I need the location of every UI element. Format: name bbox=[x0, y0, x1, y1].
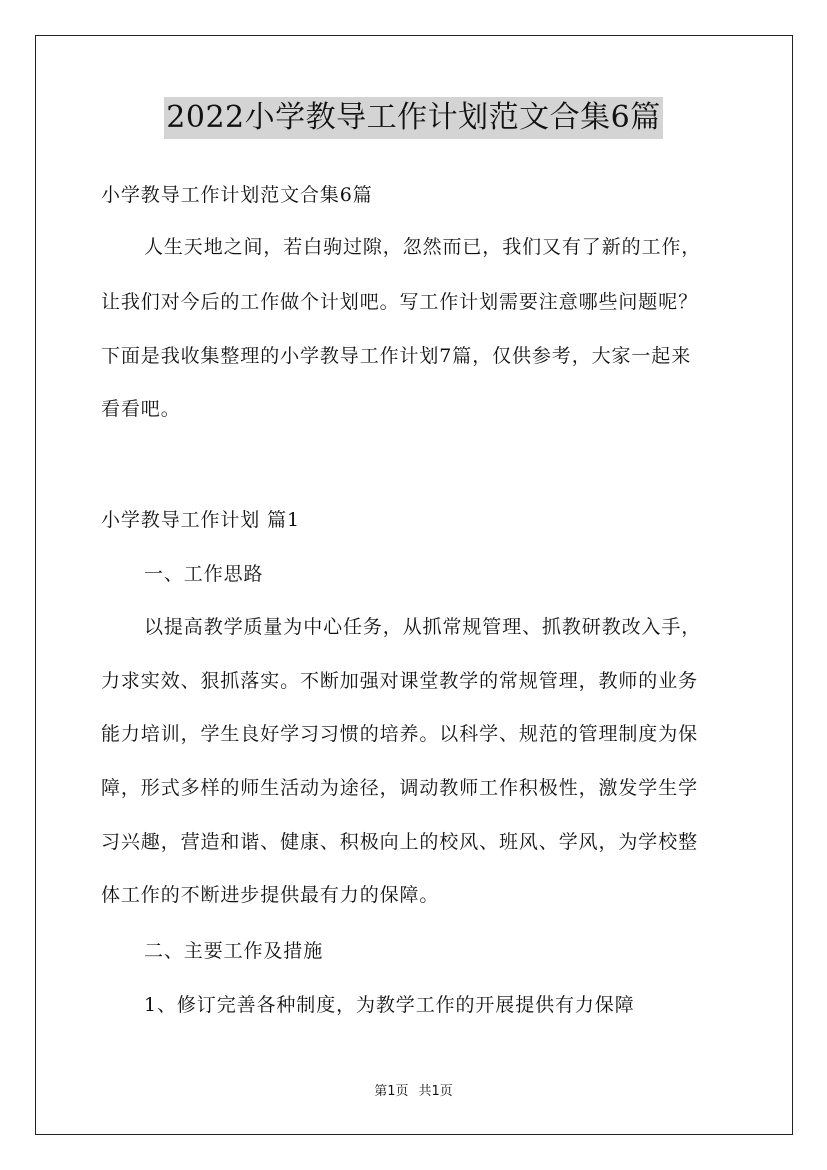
page-footer bbox=[0, 1083, 827, 1101]
part1-body-line-5: 习兴趣，营造和谐、健康、积极向上的校风、班风、学风，为学校整 bbox=[101, 831, 699, 853]
title-container bbox=[0, 97, 827, 139]
page-total: 共1页 bbox=[418, 1084, 453, 1099]
part1-body-line-4: 障，形式多样的师生活动为途径，调动教师工作积极性，激发学生学 bbox=[101, 777, 699, 799]
part1-heading: 一、工作思路 bbox=[144, 563, 264, 585]
document-title: 2022小学教导工作计划范文合集6篇 bbox=[164, 97, 662, 139]
intro-line-2: 让我们对今后的工作做个计划吧。写工作计划需要注意哪些问题呢？ bbox=[101, 291, 699, 313]
section-heading: 小学教导工作计划 篇1 bbox=[101, 509, 301, 531]
intro-line-4: 看看吧。 bbox=[101, 398, 181, 420]
part1-body-line-1: 以提高教学质量为中心任务，从抓常规管理、抓教研教改入手， bbox=[144, 616, 702, 638]
page-number: 第1页 bbox=[374, 1084, 409, 1099]
intro-line-1: 人生天地之间，若白驹过隙，忽然而已，我们又有了新的工作， bbox=[144, 236, 702, 258]
intro-line-3: 下面是我收集整理的小学教导工作计划7篇，仅供参考，大家一起来 bbox=[101, 345, 692, 367]
part1-body-line-6: 体工作的不断进步提供最有力的保障。 bbox=[101, 884, 440, 906]
document-subtitle: 小学教导工作计划范文合集6篇 bbox=[101, 184, 373, 206]
part2-heading: 二、主要工作及措施 bbox=[144, 940, 324, 962]
part1-body-line-3: 能力培训，学生良好学习习惯的培养。以科学、规范的管理制度为保 bbox=[101, 723, 699, 745]
part1-body-line-2: 力求实效、狠抓落实。不断加强对课堂教学的常规管理，教师的业务 bbox=[101, 670, 699, 692]
item-1: 1、修订完善各种制度，为教学工作的开展提供有力保障 bbox=[144, 994, 635, 1016]
